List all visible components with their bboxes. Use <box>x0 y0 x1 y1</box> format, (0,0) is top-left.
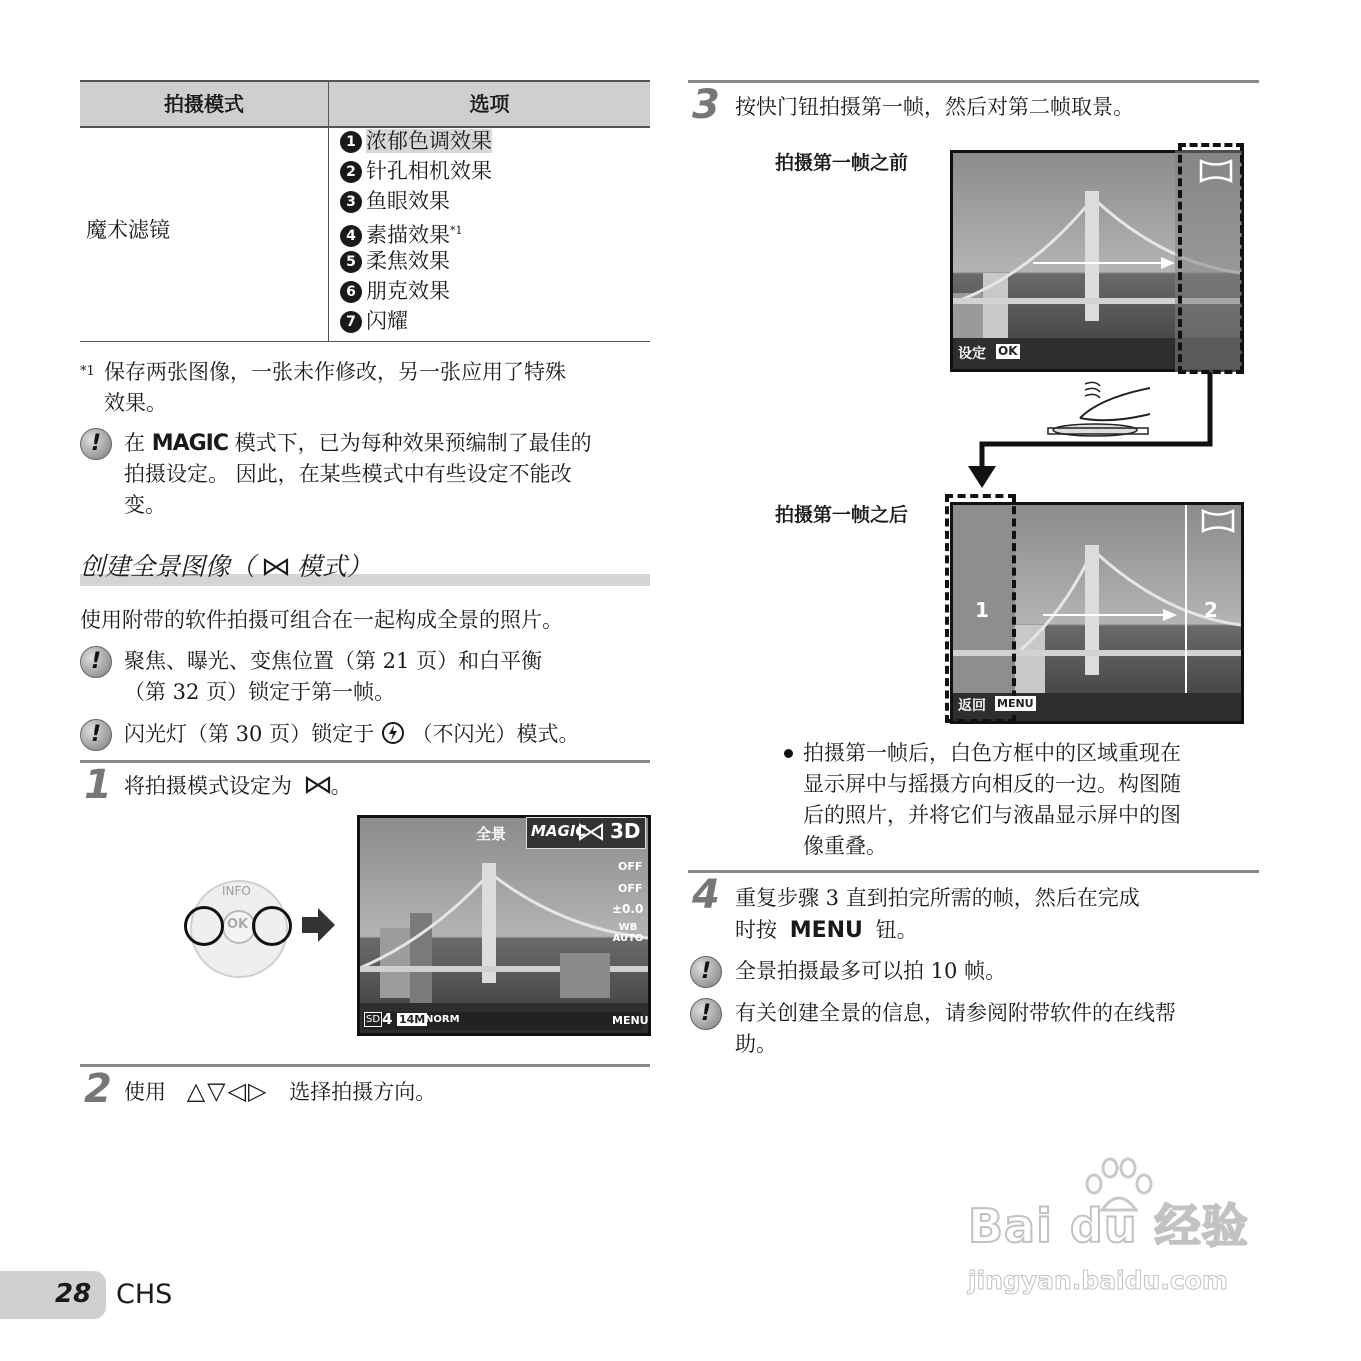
bullet-line-2: 显示屏中与摇摄方向相反的一边。构图随 <box>803 772 1181 796</box>
bullet-line-1: 拍摄第一帧后，白色方框中的区域重现在 <box>803 741 1181 765</box>
back-label: 返回 <box>958 698 986 714</box>
dial-left-highlight[interactable] <box>184 906 224 946</box>
note-max-frames: 全景拍摄最多可以拍 10 帧。 <box>735 959 1007 983</box>
page-number: 28 <box>55 1279 92 1309</box>
option-5: 5 柔焦效果 <box>340 246 450 276</box>
table-bottom-rule <box>80 341 650 342</box>
ok-badge: OK <box>998 344 1018 358</box>
note-flash: 闪光灯（第 30 页）锁定于 （不闪光）模式。 <box>124 722 580 746</box>
step4-line-2: 时按 MENU 钮。 <box>735 918 918 943</box>
bridge-photo <box>360 818 648 1033</box>
lcd-selftimer-off: OFF <box>618 882 643 895</box>
note-lock-line-2: （第 32 页）锁定于第一帧。 <box>124 680 396 704</box>
caution-icon: ! <box>80 719 112 751</box>
lcd-wb: WB AUTO <box>612 922 644 944</box>
lcd-mode-label: 全景 <box>476 825 507 843</box>
option-7: 7 闪耀 <box>340 306 408 336</box>
note-lock-line-1: 聚焦、曝光、变焦位置（第 21 页）和白平衡 <box>124 649 543 673</box>
lcd-exposure: ±0.0 <box>612 902 644 916</box>
panorama-icon <box>305 775 331 795</box>
dial-right-highlight[interactable] <box>252 906 292 946</box>
menu-badge: MENU <box>997 697 1034 710</box>
lcd-quality: NORM <box>425 1014 460 1025</box>
language-label: CHS <box>116 1279 173 1310</box>
after-caption: 拍摄第一帧之后 <box>775 504 909 526</box>
caution-icon: ! <box>80 428 112 460</box>
flow-arrow <box>960 372 1220 492</box>
step1-number: 1 <box>84 762 112 808</box>
note-magic-line-1: 在 MAGIC 模式下，已为每种效果预编制了最佳的 <box>124 431 592 456</box>
frame-1-label: 1 <box>975 598 989 622</box>
footnote-line-1: 保存两张图像，一张未作修改，另一张应用了特殊 <box>104 360 566 384</box>
step2-rule <box>80 1064 650 1067</box>
lcd-menu-label: MENU <box>612 1014 649 1027</box>
step2-number: 2 <box>84 1066 112 1112</box>
set-label: 设定 <box>958 346 986 362</box>
footnote-mark: *1 <box>80 364 95 379</box>
caution-icon: ! <box>80 646 112 678</box>
step1-text: 将拍摄模式设定为 。 <box>124 774 352 798</box>
step3-number: 3 <box>692 82 720 128</box>
note-magic-line-3: 变。 <box>124 493 166 517</box>
lcd-shots-remaining: 4 <box>382 1010 393 1028</box>
arrow-right-icon <box>300 905 338 945</box>
panorama-icon <box>1200 508 1236 534</box>
intro-text: 使用附带的软件拍摄可组合在一起构成全景的照片。 <box>80 608 563 632</box>
bullet-line-4: 像重叠。 <box>803 834 887 858</box>
panorama-icon <box>1198 158 1234 184</box>
dial-info-label: INFO <box>222 884 251 898</box>
step3-rule <box>688 80 1259 83</box>
step3-text: 按快门钮拍摄第一帧，然后对第二帧取景。 <box>735 95 1134 119</box>
footnote-line-2: 效果。 <box>104 391 167 415</box>
lcd-macro-off: OFF <box>618 860 643 873</box>
step4-rule <box>688 870 1259 873</box>
option-2: 2 针孔相机效果 <box>340 156 492 186</box>
watermark-brand: Bai du 经验 <box>968 1199 1249 1253</box>
table-header-options: 选项 <box>469 92 510 116</box>
flash-off-icon <box>381 721 405 745</box>
lcd-magic-label: MAGIC <box>531 822 587 840</box>
step1-rule <box>80 760 650 763</box>
option-6: 6 朋克效果 <box>340 276 450 306</box>
bullet-dot <box>784 749 793 758</box>
lcd-image-size: 14M <box>399 1013 426 1026</box>
option-4: 4 素描效果$^{*1}$ <box>340 216 463 246</box>
sd-card-icon: SD <box>366 1014 381 1025</box>
panorama-icon <box>578 822 604 842</box>
lcd-3d-label: 3D <box>610 819 641 843</box>
note-magic-line-2: 拍摄设定。 因此，在某些模式中有些设定不能改 <box>124 462 572 486</box>
watermark-url: jingyan.baidu.com <box>968 1266 1228 1295</box>
table-divider <box>328 80 329 342</box>
step4-line-1: 重复步骤 3 直到拍完所需的帧，然后在完成 <box>735 886 1140 910</box>
table-mode-name: 魔术滤镜 <box>86 218 170 242</box>
note-help-line-1: 有关创建全景的信息，请参阅附带软件的在线帮 <box>735 1001 1176 1025</box>
table-header-mode: 拍摄模式 <box>164 92 244 116</box>
step2-text: 使用 △▽◁▷ 选择拍摄方向。 <box>124 1077 437 1105</box>
direction-arrows-icon: △▽◁▷ <box>186 1077 269 1105</box>
frame-2-label: 2 <box>1204 598 1218 622</box>
bullet-line-3: 后的照片，并将它们与液晶显示屏中的图 <box>803 803 1181 827</box>
step4-number: 4 <box>692 872 720 918</box>
ok-label: OK <box>227 917 249 932</box>
option-1: 1 浓郁色调效果 <box>340 126 492 156</box>
before-caption: 拍摄第一帧之前 <box>775 152 909 174</box>
note-help-line-2: 助。 <box>735 1032 777 1056</box>
caution-icon: ! <box>690 956 722 988</box>
option-3: 3 鱼眼效果 <box>340 186 450 216</box>
caution-icon: ! <box>690 998 722 1030</box>
section-title: 创建全景图像（ 模式） <box>80 552 372 581</box>
panorama-icon <box>263 557 289 577</box>
